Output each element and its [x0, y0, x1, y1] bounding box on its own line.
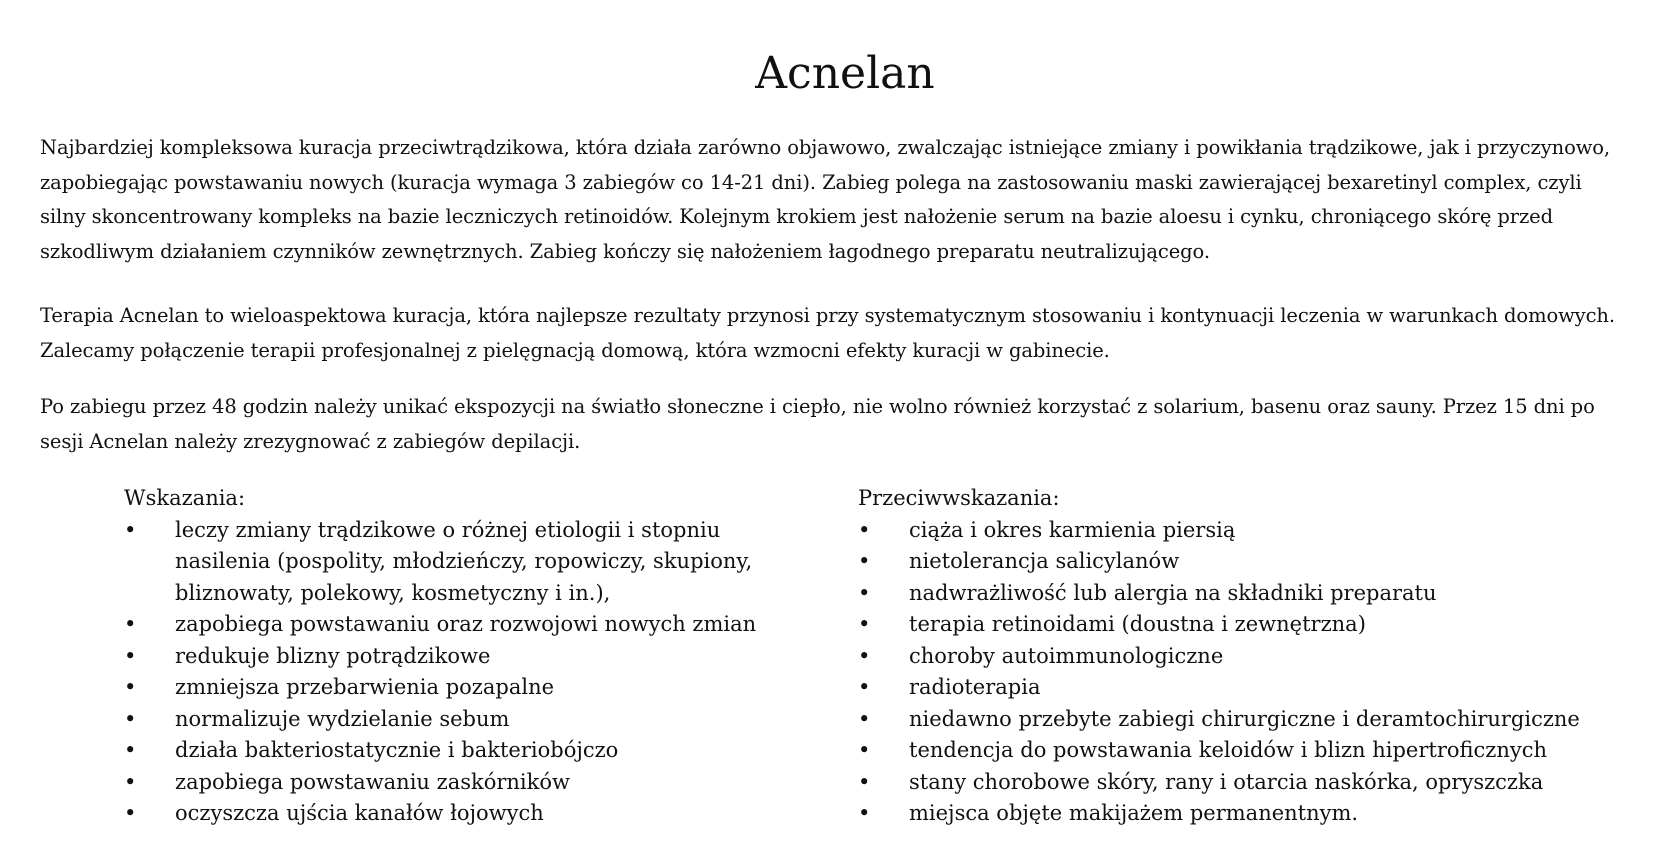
- indications-heading: Wskazania:: [124, 486, 246, 510]
- list-item-text: niedawno przebyte zabiegi chirurgiczne i deramtochirurgiczne: [909, 706, 1580, 731]
- list-item: [858, 546, 1618, 578]
- list-item: [858, 704, 1618, 736]
- list-item-text: leczy zmiany trądzikowe o różnej etiologii i stopniu nasilenia (pospolity, młodzieńczy, ropowiczy, skupiony, bliznowaty, polekowy, kosmetyczny i in.),: [175, 517, 753, 605]
- list-item-text: stany chorobowe skóry, rany i otarcia naskórka, opryszczka: [909, 769, 1544, 794]
- list-item-text: oczyszcza ujścia kanałów łojowych: [175, 801, 544, 825]
- list-item: [858, 641, 1618, 673]
- bullet-icon: •: [858, 612, 871, 636]
- list-item: [124, 798, 774, 830]
- bullet-icon: •: [858, 643, 871, 668]
- list-item-text: działa bakteriostatycznie i bakteriobójczo: [175, 738, 619, 762]
- list-item-text: nadwrażliwość lub alergia na składniki preparatu: [909, 580, 1437, 605]
- list-item: [858, 578, 1618, 610]
- contraindications-heading: Przeciwwskazania:: [858, 486, 1060, 510]
- aftercare-paragraph: Po zabiegu przez 48 godzin należy unikać ekspozycji na światło słoneczne i ciepło, nie wolno również korzystać z solarium, basenu oraz sauny. Przez 15 dni po sesji Acnelan należy zrezygnować z zabiegów depilacji.: [40, 395, 1595, 453]
- bullet-icon: •: [124, 675, 137, 699]
- list-item-text: miejsca objęte makijażem permanentnym.: [909, 801, 1359, 825]
- bullet-icon: •: [124, 769, 137, 794]
- indications-list: [124, 515, 774, 830]
- list-item-text: tendencja do powstawania keloidów i blizn hipertroficznych: [909, 738, 1548, 762]
- list-item-text: normalizuje wydzielanie sebum: [175, 706, 510, 731]
- bullet-icon: •: [124, 801, 137, 825]
- list-item: [124, 735, 774, 767]
- list-item: [124, 767, 774, 799]
- bullet-icon: •: [124, 643, 137, 668]
- bullet-icon: •: [858, 675, 871, 699]
- list-item-text: ciąża i okres karmienia piersią: [909, 517, 1236, 542]
- list-item-text: choroby autoimmunologiczne: [909, 643, 1224, 668]
- bullet-icon: •: [858, 517, 871, 542]
- bullet-icon: •: [124, 706, 137, 731]
- therapy-paragraph: Terapia Acnelan to wieloaspektowa kuracja, która najlepsze rezultaty przynosi przy systematycznym stosowaniu i kontynuacji leczenia w warunkach domowych. Zalecamy połączenie terapii profesjonalnej z pielęgnacją domową, która wzmocni efekty kuracji w gabinecie.: [40, 304, 1615, 362]
- list-item: [124, 609, 774, 641]
- list-item-text: zmniejsza przebarwienia pozapalne: [175, 675, 555, 699]
- list-item: [858, 515, 1618, 547]
- bullet-icon: •: [858, 549, 871, 573]
- contraindications-list: [858, 515, 1618, 830]
- contraindications-section: [858, 483, 1618, 830]
- bullet-icon: •: [858, 706, 871, 731]
- bullet-icon: •: [858, 738, 871, 762]
- list-item: [124, 515, 774, 610]
- list-item: [858, 735, 1618, 767]
- list-item: [124, 704, 774, 736]
- list-item: [124, 672, 774, 704]
- list-item-text: zapobiega powstawaniu oraz rozwojowi nowych zmian: [175, 612, 757, 636]
- list-item: [858, 609, 1618, 641]
- bullet-icon: •: [124, 517, 137, 542]
- list-item: [858, 672, 1618, 704]
- list-item-text: terapia retinoidami (doustna i zewnętrzna): [909, 612, 1366, 636]
- list-item-text: radioterapia: [909, 675, 1041, 699]
- list-item: [124, 641, 774, 673]
- page-title: Acnelan: [755, 48, 935, 99]
- list-item-text: zapobiega powstawaniu zaskórników: [175, 769, 570, 794]
- list-item: [858, 767, 1618, 799]
- bullet-icon: •: [858, 769, 871, 794]
- bullet-icon: •: [858, 801, 871, 825]
- bullet-icon: •: [124, 612, 137, 636]
- bullet-icon: •: [858, 580, 871, 605]
- bullet-icon: •: [124, 738, 137, 762]
- list-item-text: nietolerancja salicylanów: [909, 549, 1180, 573]
- list-item: [858, 798, 1618, 830]
- list-item-text: redukuje blizny potrądzikowe: [175, 643, 491, 668]
- intro-paragraph: Najbardziej kompleksowa kuracja przeciwtrądzikowa, która działa zarówno objawowo, zwalczając istniejące zmiany i powikłania trądzikowe, jak i przyczynowo, zapobiegając powstawaniu nowych (kuracja wymaga 3 zabiegów co 14-21 dni). Zabieg polega na zastosowaniu maski zawierającej bexaretinyl complex, czyli silny skoncentrowany kompleks na bazie leczniczych retinoidów. Kolejnym krokiem jest nałożenie serum na bazie aloesu i cynku, chroniącego skórę przed szkodliwym działaniem czynników zewnętrznych. Zabieg kończy się nałożeniem łagodnego preparatu neutralizującego.: [40, 136, 1611, 263]
- indications-section: [124, 483, 774, 830]
